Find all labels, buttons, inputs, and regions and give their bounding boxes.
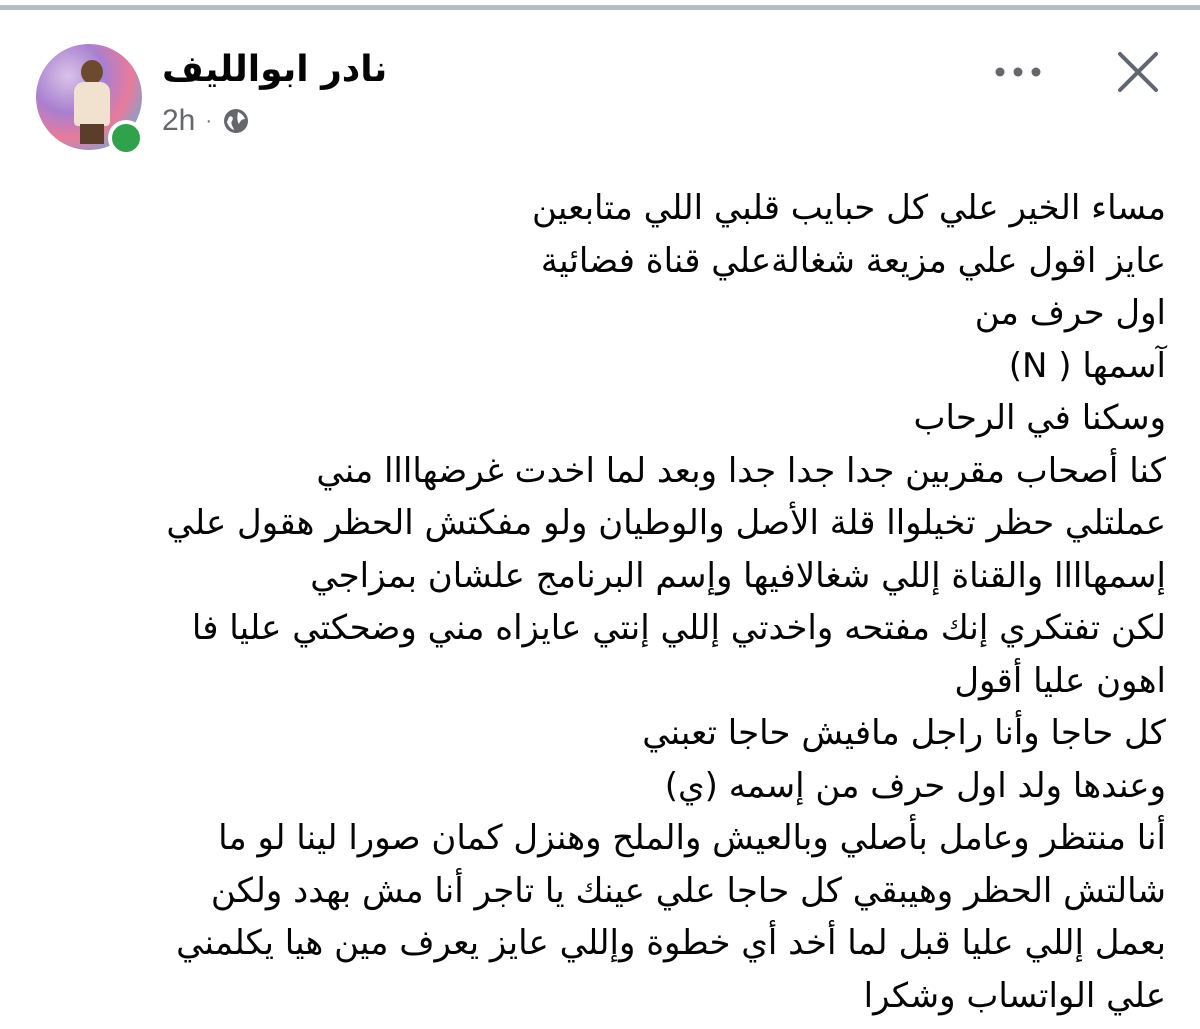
post-text-line: عايز اقول علي مزيعة شغالةعلي قناة فضائية [540,240,1166,281]
post-text-line: آسمها ( N) [1008,345,1166,386]
more-options-button[interactable] [992,56,1044,88]
post-text-line: إسمهاااا والقناة إللي شغالافيها وإسم البرنامج علشان بمزاجي [310,555,1166,596]
top-divider [0,5,1200,10]
more-horizontal-icon [992,63,1044,82]
post-text-line: أنا منتظر وعامل بأصلي وبالعيش والملح وهنزل كمان صورا لينا لو ما [218,818,1166,858]
post-text-line: علي الواتساب وشكرا [863,975,1166,1016]
post-meta [162,104,250,138]
post-text-line: عملتلي حظر تخيلواا قلة الأصل والوطيان ولو مفكتش الحظر هقول علي [166,503,1166,543]
close-button[interactable] [1110,46,1166,102]
post-text-line: لكن تفتكري إنك مفتحه واخدتي إللي إنتي عايزاه مني وضحكتي عليا فا [191,608,1166,648]
post-text-line: وسكنا في الرحاب [913,398,1166,438]
post-text-line: بعمل إللي عليا قبل لما أخد أي خطوة وإللي عايز يعرف مين هيا يكلمني [176,923,1166,963]
post-text-line: مساء الخير علي كل حبايب قلبي اللي متابعين [532,188,1166,228]
avatar-figure-body [74,82,110,126]
meta-separator: · [205,109,213,132]
avatar-figure-legs [80,124,104,144]
avatar-figure-head [81,60,103,84]
post-text-line: كنا أصحاب مقربين جدا جدا جدا وبعد لما اخدت غرضهاااا مني [316,450,1166,491]
post-text-line: شالتش الحظر وهيبقي كل حاجا علي عينك يا تاجر أنا مش بهدد ولكن [210,870,1166,911]
post-text-line: اول حرف من [974,293,1166,333]
online-status-dot [108,120,144,156]
post-text-line: كل حاجا وأنا راجل مافيش حاجا تعبني [642,713,1166,753]
author-name[interactable]: نادر ابوالليف [162,49,388,90]
post-text-line: وعندها ولد اول حرف من إسمه (ي) [664,765,1166,806]
globe-icon[interactable] [222,107,250,135]
close-icon [1116,50,1160,98]
post-time[interactable]: 2h [162,104,196,137]
post-text [16,182,1166,1022]
post-text-line: اهون عليا أقول [954,660,1166,701]
